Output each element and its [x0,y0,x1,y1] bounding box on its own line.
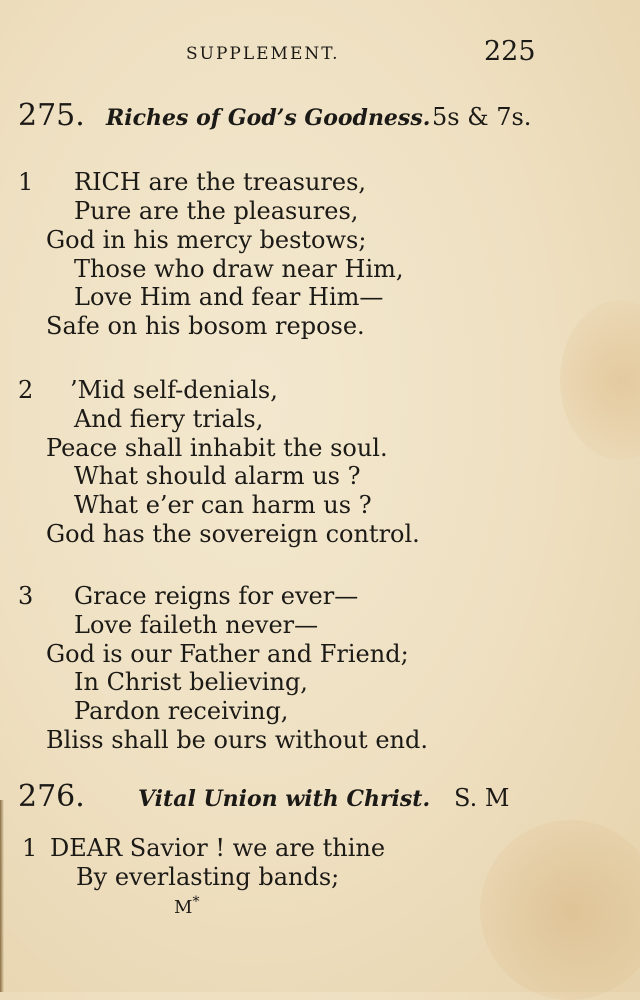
signature-letter: M [174,897,193,918]
verse-line: Safe on his bosom repose. [46,312,365,340]
verse-number: 1 [22,834,38,862]
verse-line: ’Mid self-denials, [70,376,278,404]
page-number: 225 [484,36,536,67]
hymn-number: 276. [18,779,85,814]
hymn-meter: S. M [454,784,510,812]
running-head: SUPPLEMENT. [186,44,340,64]
verse-line: And fiery trials, [74,405,264,433]
verse-line: What e’er can harm us ? [74,491,372,519]
hymn-number: 275. [18,98,85,133]
verse-line: In Christ believing, [74,668,308,696]
hymn-meter: 5s & 7s. [432,103,532,131]
verse-line: God is our Father and Friend; [46,640,409,668]
hymn-header [0,93,640,133]
verse-line: Pardon receiving, [74,697,289,725]
hymn-title: Riches of God’s Goodness. [106,105,431,131]
hymn-header [0,774,640,814]
hymn-title: Vital Union with Christ. [138,786,431,812]
verse-number: 1 [18,168,34,196]
verse-line: RICH are the treasures, [74,168,367,196]
page-stain [560,300,640,460]
verse-line: Peace shall inhabit the soul. [46,434,388,462]
verse-line: Love faileth never— [74,611,319,639]
verse-line: Grace reigns for ever— [74,582,359,610]
verse-line: Bliss shall be ours without end. [46,726,428,754]
verse-number: 3 [18,582,34,610]
signature-mark [174,894,199,918]
verse-line: God in his mercy bestows; [46,226,367,254]
verse-line: Those who draw near Him, [74,255,404,283]
verse-line: DEAR Savior ! we are thine [50,834,386,862]
verse-line: Pure are the pleasures, [74,197,359,225]
signature-star: * [192,894,200,910]
verse-number: 2 [18,376,34,404]
verse-line: God has the sovereign control. [46,520,420,548]
verse-line: What should alarm us ? [74,462,361,490]
verse-line: By everlasting bands; [76,863,340,891]
page-stain [480,820,640,1000]
verse-line: Love Him and fear Him— [74,283,384,311]
page-gutter-shadow [0,800,4,992]
